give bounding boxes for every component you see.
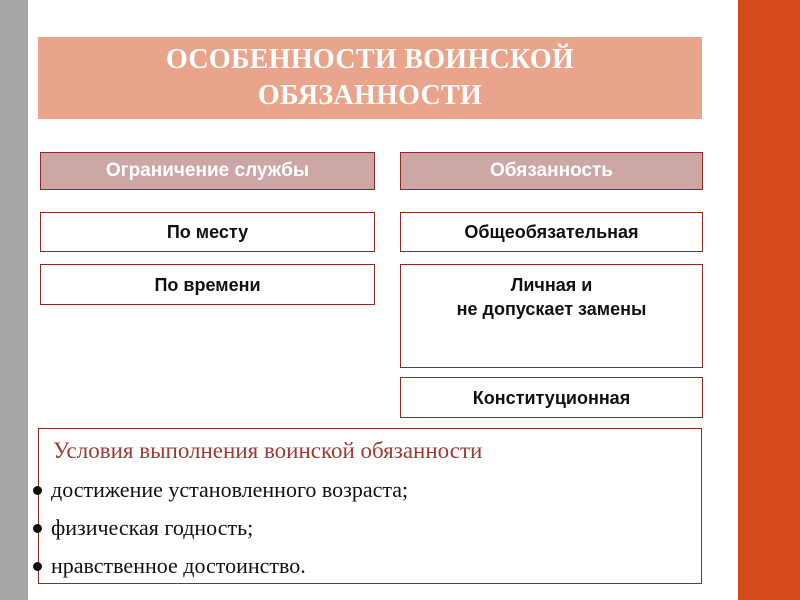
item-personal-text: Личная и не допускает замены xyxy=(456,275,647,319)
item-by-place: По месту xyxy=(40,212,375,252)
list-item-text: достижение установленного возраста; xyxy=(51,477,409,502)
list-item-text: нравственное достоинство. xyxy=(51,553,306,578)
conditions-title: Условия выполнения воинской обязанности xyxy=(53,438,483,463)
bullet-icon xyxy=(33,524,42,533)
slide-title: ОСОБЕННОСТИ ВОИНСКОЙ ОБЯЗАННОСТИ xyxy=(165,44,575,111)
list-item-text: физическая годность; xyxy=(51,515,254,540)
title-banner xyxy=(38,37,702,119)
item-universal: Общеобязательная xyxy=(400,212,703,252)
bullet-icon xyxy=(33,562,42,571)
conditions-list xyxy=(39,471,408,585)
item-personal xyxy=(400,264,703,368)
header-obligation: Обязанность xyxy=(400,152,703,190)
list-item xyxy=(39,509,408,547)
header-service-restriction: Ограничение службы xyxy=(40,152,375,190)
right-decor-strip xyxy=(738,0,800,600)
conditions-box xyxy=(38,428,702,584)
list-item xyxy=(39,471,408,509)
bullet-icon xyxy=(33,486,42,495)
item-constitutional: Конституционная xyxy=(400,377,703,418)
list-item xyxy=(39,547,408,585)
item-by-time: По времени xyxy=(40,264,375,305)
left-decor-strip xyxy=(0,0,28,600)
